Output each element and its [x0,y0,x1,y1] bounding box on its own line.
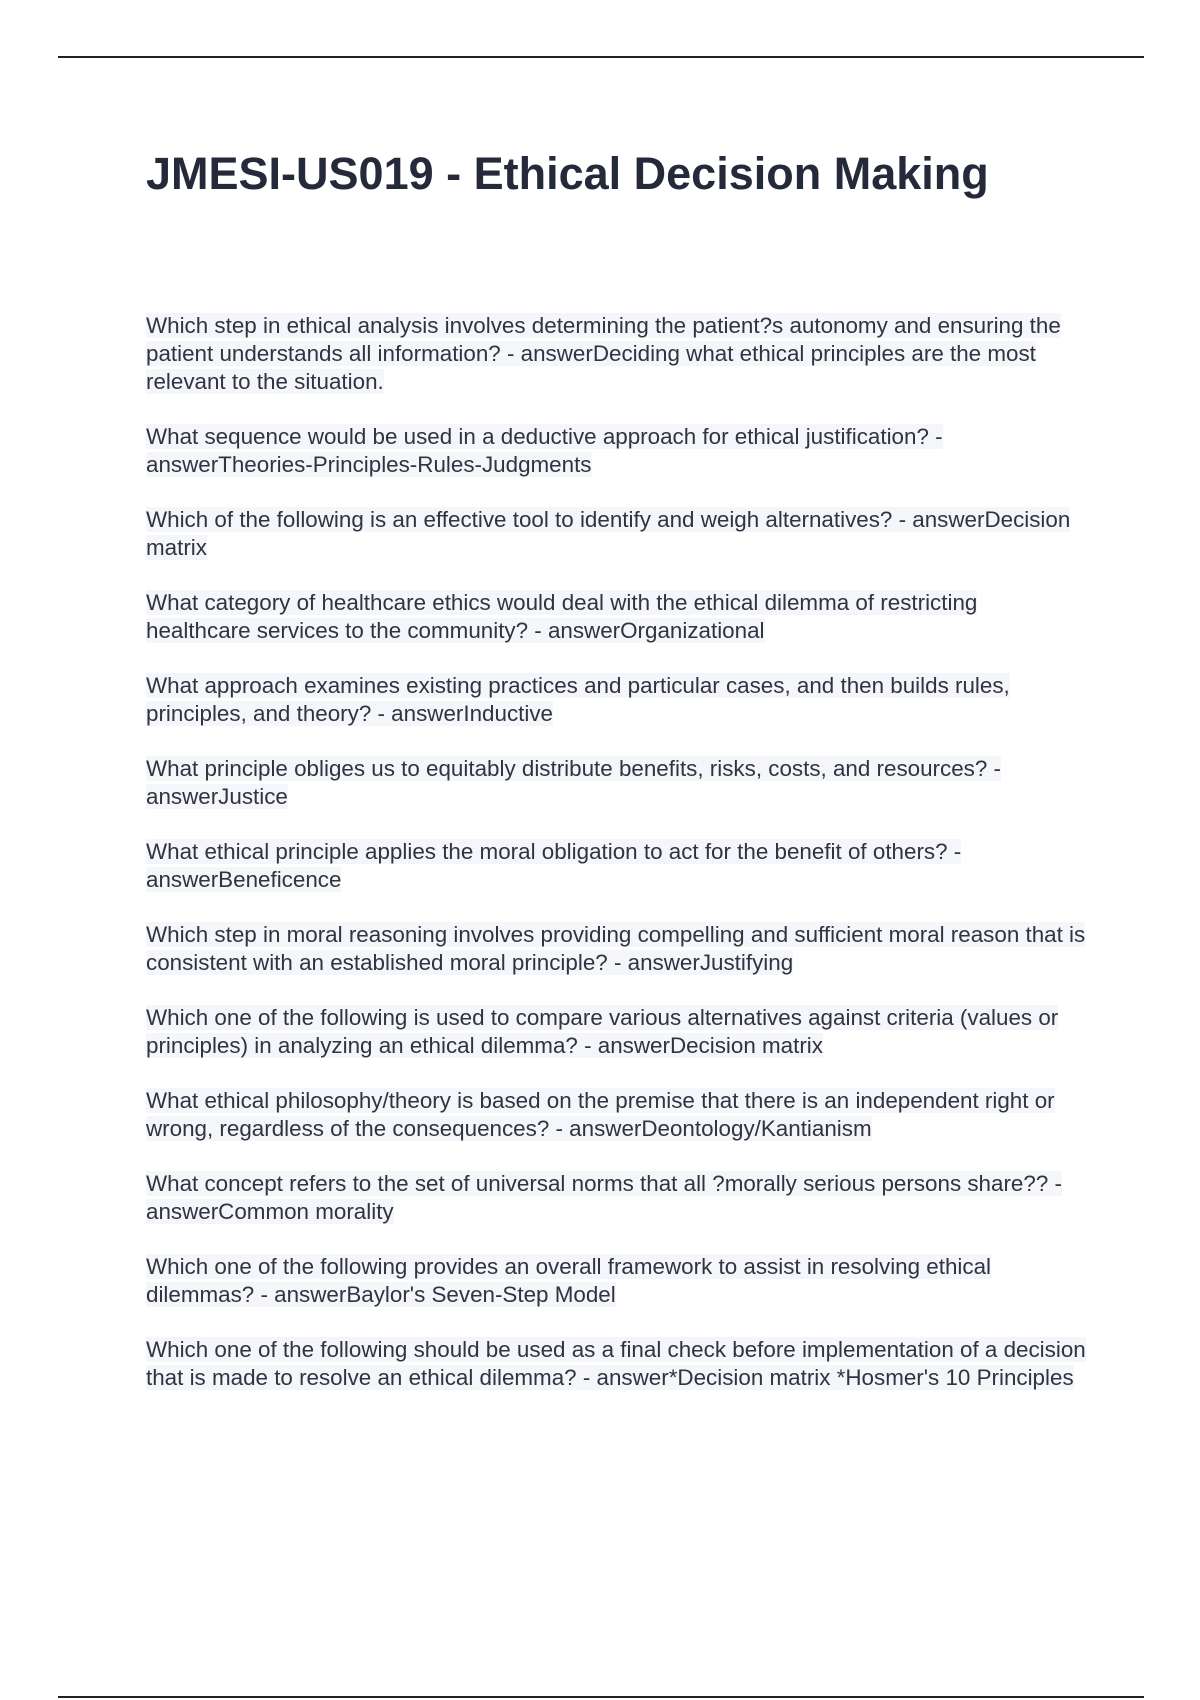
qa-entry-5 [146,672,1088,728]
qa-entry-text: Which of the following is an effective tool to identify and weigh alternatives? - answerDecision matrix [146,507,1071,560]
qa-entry-7 [146,838,1088,894]
top-rule [58,56,1144,58]
qa-entry-2 [146,423,1088,479]
qa-entry-1 [146,312,1088,396]
qa-entry-10 [146,1087,1088,1143]
qa-entry-text: Which one of the following provides an overall framework to assist in resolving ethical dilemmas? - answerBaylor's Seven-Step Model [146,1254,992,1307]
qa-entry-text: Which one of the following should be used as a final check before implementation of a decision that is made to resolve an ethical dilemma? - answer*Decision matrix *Hosmer's 10 Principles [146,1337,1086,1390]
qa-entry-text: What category of healthcare ethics would deal with the ethical dilemma of restricting healthcare services to the community? - answerOrganizational [146,590,978,643]
qa-entry-text: What ethical principle applies the moral obligation to act for the benefit of others? - answerBeneficence [146,839,962,892]
qa-entry-12 [146,1253,1088,1309]
qa-entry-text: What sequence would be used in a deductive approach for ethical justification? - answerTheories-Principles-Rules-Judgments [146,424,943,477]
qa-entry-text: What concept refers to the set of universal norms that all ?morally serious persons share?? - answerCommon morality [146,1171,1062,1224]
qa-list [146,312,1088,1419]
bottom-rule [58,1696,1144,1698]
qa-entry-text: Which step in moral reasoning involves providing compelling and sufficient moral reason that is consistent with an established moral principle? - answerJustifying [146,922,1086,975]
qa-entry-text: What principle obliges us to equitably distribute benefits, risks, costs, and resources? - answerJustice [146,756,1001,809]
qa-entry-text: What ethical philosophy/theory is based on the premise that there is an independent right or wrong, regardless of the consequences? - answerDeontology/Kantianism [146,1088,1055,1141]
qa-entry-11 [146,1170,1088,1226]
qa-entry-text: Which one of the following is used to compare various alternatives against criteria (values or principles) in analyzing an ethical dilemma? - answerDecision matrix [146,1005,1059,1058]
document-title: JMESI-US019 - Ethical Decision Making [146,148,989,199]
qa-entry-8 [146,921,1088,977]
qa-entry-3 [146,506,1088,562]
qa-entry-6 [146,755,1088,811]
qa-entry-9 [146,1004,1088,1060]
qa-entry-text: Which step in ethical analysis involves determining the patient?s autonomy and ensuring the patient understands all information? - answerDeciding what ethical principles are the most relevant to the situation. [146,313,1061,394]
qa-entry-13 [146,1336,1088,1392]
qa-entry-text: What approach examines existing practices and particular cases, and then builds rules, principles, and theory? - answerInductive [146,673,1010,726]
qa-entry-4 [146,589,1088,645]
